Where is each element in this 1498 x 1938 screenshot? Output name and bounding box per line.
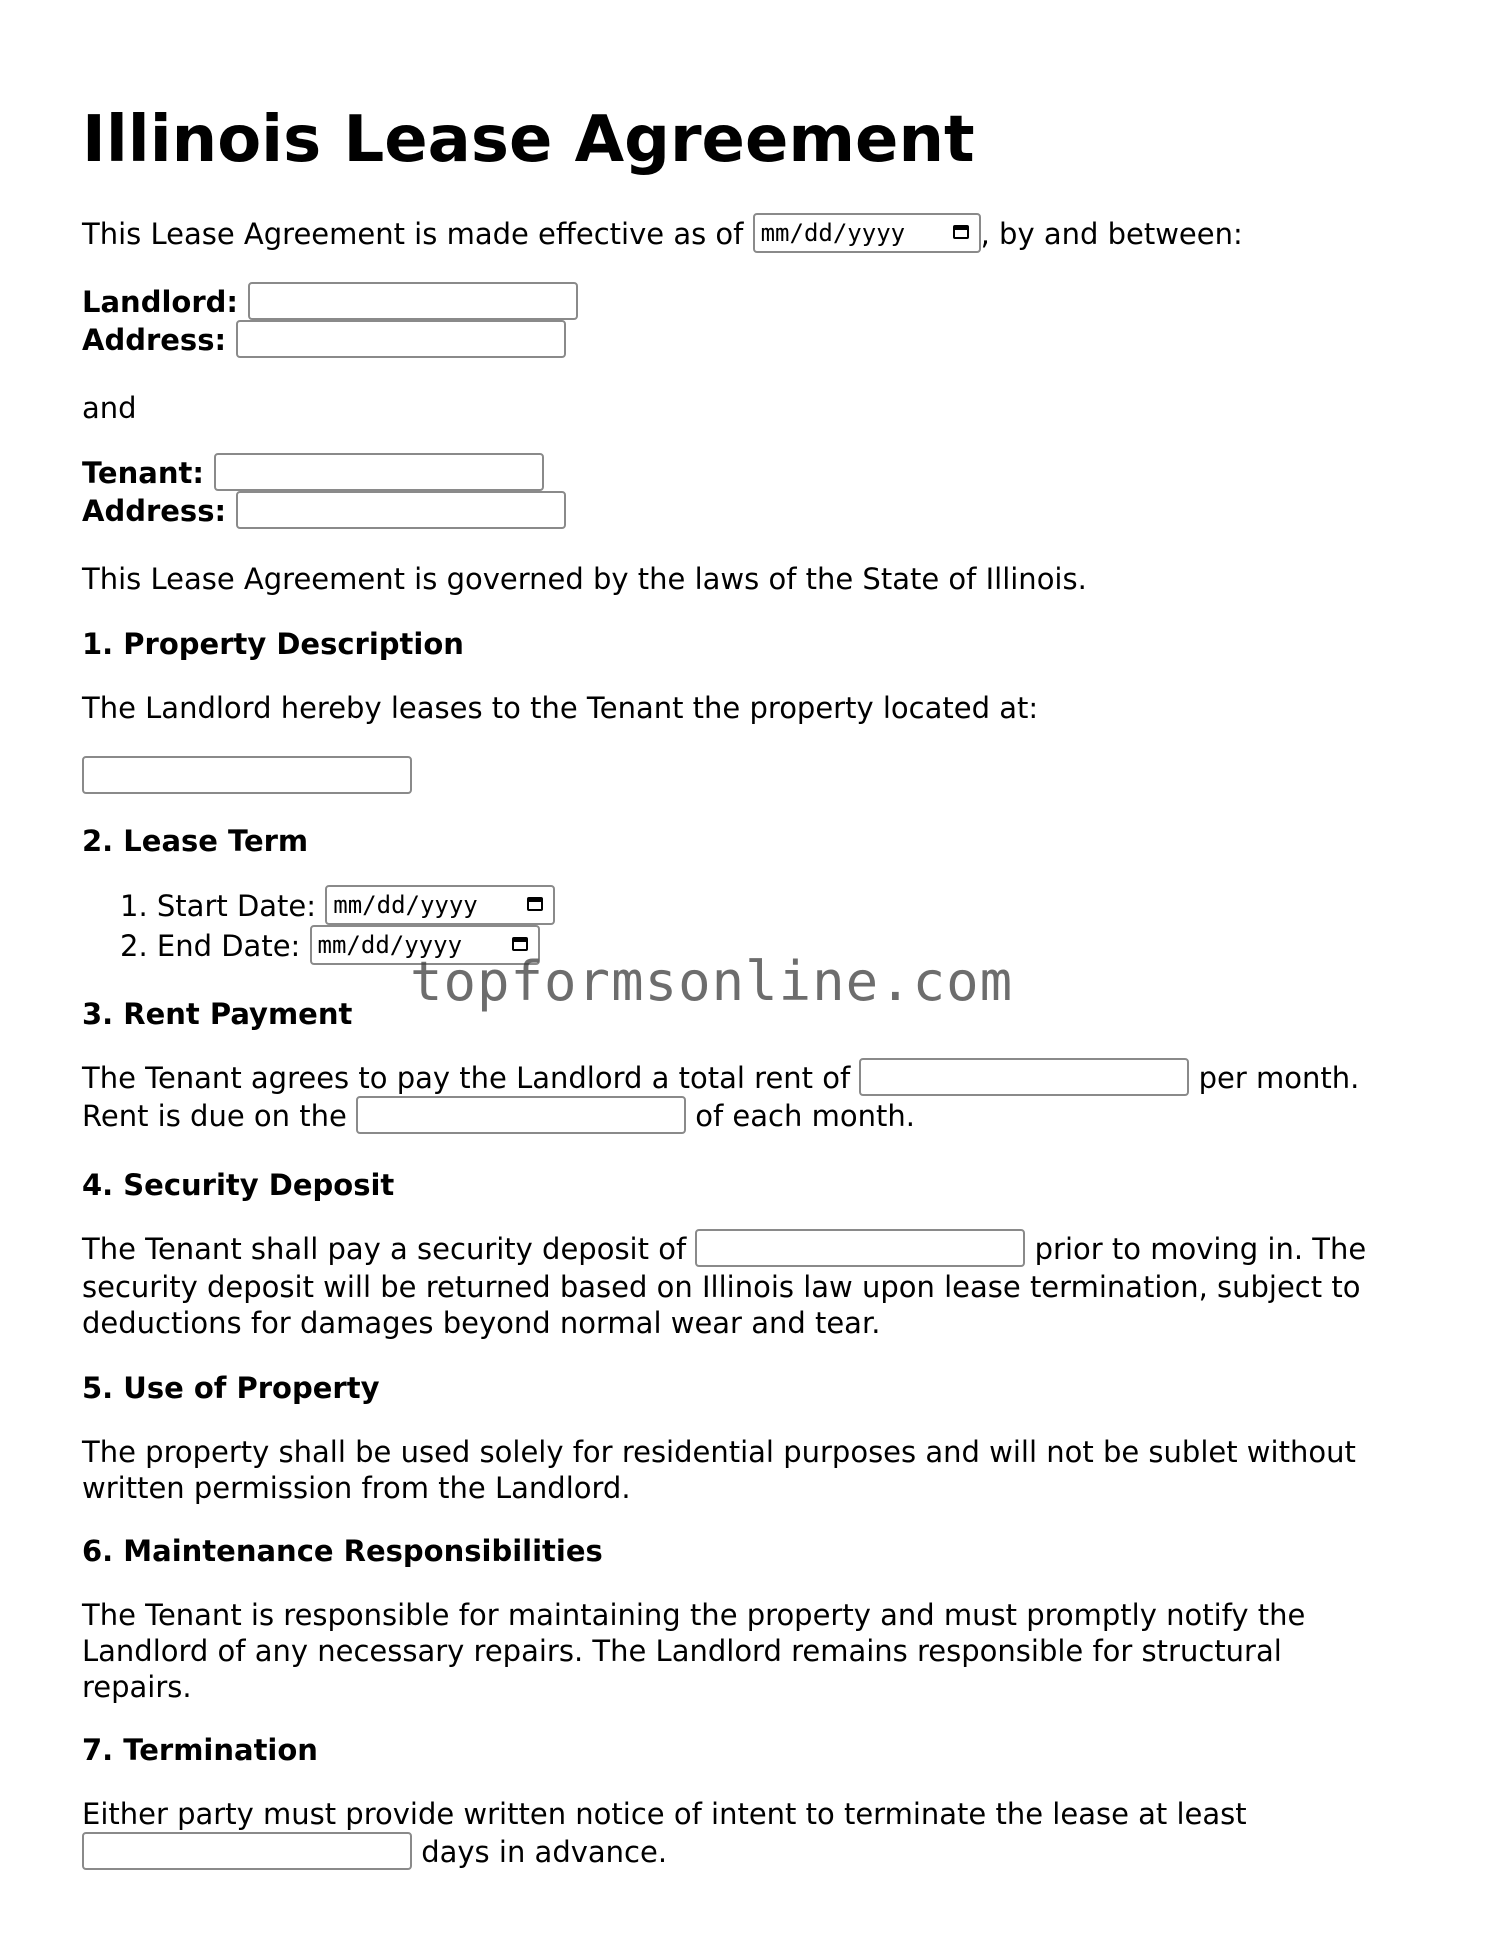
property-address-input[interactable] [82, 756, 412, 794]
deposit-heading: 4. Security Deposit [82, 1168, 395, 1202]
watermark: topformsonline.com [410, 950, 1014, 1013]
landlord-row [82, 284, 578, 323]
tenant-label: Tenant: [82, 456, 204, 490]
rent-due-text-before: Rent is due on the [82, 1099, 347, 1133]
tenant-name-input[interactable] [214, 453, 544, 491]
start-date-input[interactable] [325, 885, 555, 925]
rent-text-after: per month. [1198, 1061, 1360, 1095]
landlord-label: Landlord: [82, 285, 238, 319]
intro-text-before: This Lease Agreement is made effective as of [82, 217, 744, 251]
landlord-name-input[interactable] [248, 282, 578, 320]
tenant-address-input[interactable] [236, 491, 566, 529]
effective-date-placeholder: mm/dd/yyyy [760, 219, 906, 247]
and-text: and [82, 391, 137, 425]
deposit-line-1 [82, 1231, 1366, 1270]
termination-heading: 7. Termination [82, 1733, 318, 1767]
landlord-address-label: Address: [82, 323, 227, 357]
rent-line-1 [82, 1060, 1359, 1099]
rent-due-text-after: of each month. [695, 1099, 915, 1133]
maintenance-heading: 6. Maintenance Responsibilities [82, 1534, 603, 1568]
end-date-number: 2. [120, 929, 148, 963]
use-text: The property shall be used solely for residential purposes and will not be sublet without written permission from the Landlord. [82, 1435, 1356, 1505]
governed-text: This Lease Agreement is governed by the laws of the State of Illinois. [82, 562, 1087, 596]
deposit-text-after: prior to moving in. The [1034, 1232, 1367, 1266]
use-heading: 5. Use of Property [82, 1371, 380, 1405]
rent-heading: 3. Rent Payment [82, 997, 353, 1031]
rent-due-day-input[interactable] [356, 1096, 686, 1134]
intro-text-after: , by and between: [980, 217, 1243, 251]
end-date-label: End Date: [156, 929, 301, 963]
tenant-row [82, 455, 544, 494]
intro-line [82, 216, 1243, 256]
end-date-placeholder: mm/dd/yyyy [317, 931, 463, 959]
property-heading: 1. Property Description [82, 627, 464, 661]
rent-line-2 [82, 1098, 915, 1137]
deposit-text-before: The Tenant shall pay a security deposit of [82, 1232, 687, 1266]
termination-text-after: days in advance. [421, 1835, 668, 1869]
calendar-icon[interactable] [953, 225, 969, 239]
rent-text-before: The Tenant agrees to pay the Landlord a total rent of [82, 1061, 851, 1095]
tenant-address-row [82, 493, 566, 532]
notice-days-input[interactable] [82, 1832, 412, 1870]
start-date-placeholder: mm/dd/yyyy [333, 891, 478, 919]
landlord-address-input[interactable] [236, 320, 566, 358]
property-text: The Landlord hereby leases to the Tenant the property located at: [82, 691, 1039, 725]
deposit-text-rest: security deposit will be returned based on Illinois law upon lease termination, subject to deductions for damages beyond normal wear and tear. [82, 1270, 1361, 1340]
landlord-address-row [82, 322, 566, 361]
calendar-icon[interactable] [512, 937, 528, 951]
termination-line-1: Either party must provide written notice of intent to terminate the lease at least [82, 1797, 1247, 1831]
start-date-item [120, 888, 555, 928]
lease-term-heading: 2. Lease Term [82, 824, 309, 858]
rent-amount-input[interactable] [859, 1058, 1189, 1096]
effective-date-input[interactable] [753, 213, 981, 253]
start-date-label: Start Date: [156, 889, 317, 923]
calendar-icon[interactable] [527, 897, 543, 911]
deposit-amount-input[interactable] [695, 1229, 1025, 1267]
start-date-number: 1. [120, 889, 148, 923]
maintenance-text: The Tenant is responsible for maintaining the property and must promptly notify the Landlord of any necessary repairs. The Landlord remains responsible for structural repairs. [82, 1598, 1306, 1704]
termination-line-2 [82, 1834, 667, 1873]
tenant-address-label: Address: [82, 494, 227, 528]
page-title: Illinois Lease Agreement [82, 103, 975, 177]
property-address-row [82, 758, 412, 797]
